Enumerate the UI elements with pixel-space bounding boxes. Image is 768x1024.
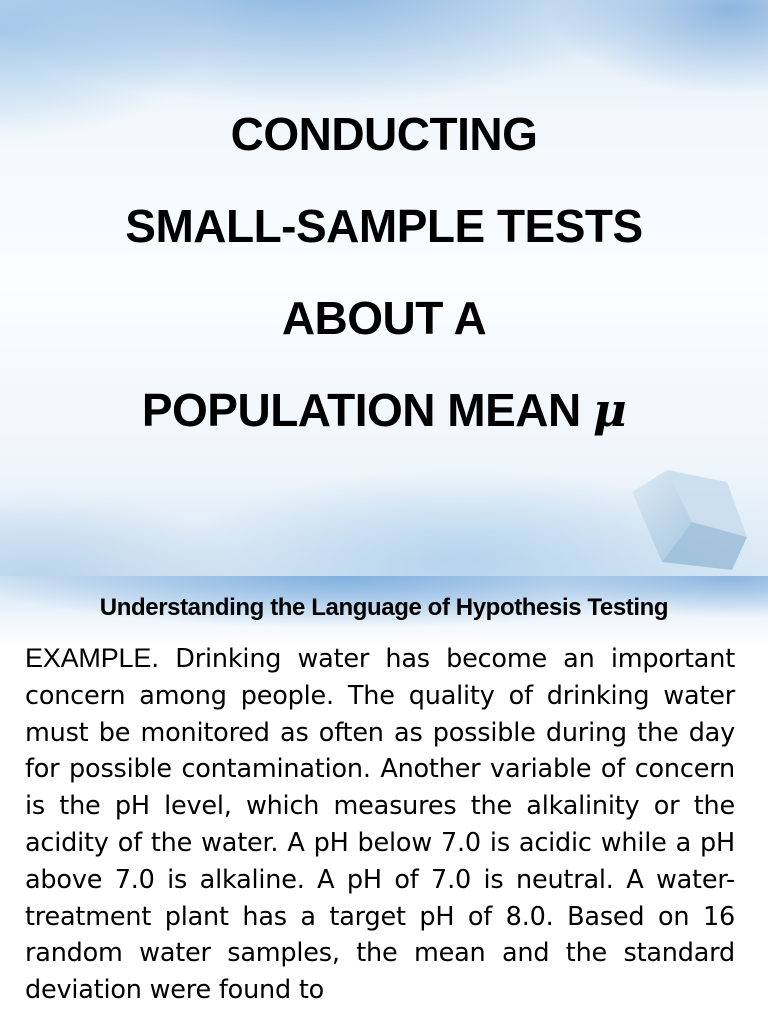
slide-title xyxy=(0,88,768,456)
title-line-2: SMALL-SAMPLE TESTS xyxy=(125,200,643,252)
example-body: . Drinking water has become an important concern among people. The quality of drinking water must be monitored as often as possible during the day for possible contamination. Another variable of concern is the pH level, which measures the alkalinity or the acidity of the water. A pH below 7.0 is acidic while a pH above 7.0 is alkaline. A pH of 7.0 is neutral. A water-treatment plant has a target pH of 8.0. Based on 16 random water samples, the mean and the standard deviation were found to xyxy=(25,644,735,1006)
title-line-1: CONDUCTING xyxy=(230,108,538,160)
slide-subtitle: Understanding the Language of Hypothesis Testing xyxy=(99,594,669,621)
example-slide xyxy=(0,576,768,1024)
example-label: EXAMPLE xyxy=(25,643,152,673)
open-book-icon xyxy=(622,462,762,572)
example-paragraph xyxy=(25,640,735,1009)
title-line-4 xyxy=(0,364,768,456)
title-line-3: ABOUT A xyxy=(281,292,487,344)
mu-symbol: μ xyxy=(592,383,627,437)
title-line-4-text: POPULATION MEAN xyxy=(141,384,581,436)
